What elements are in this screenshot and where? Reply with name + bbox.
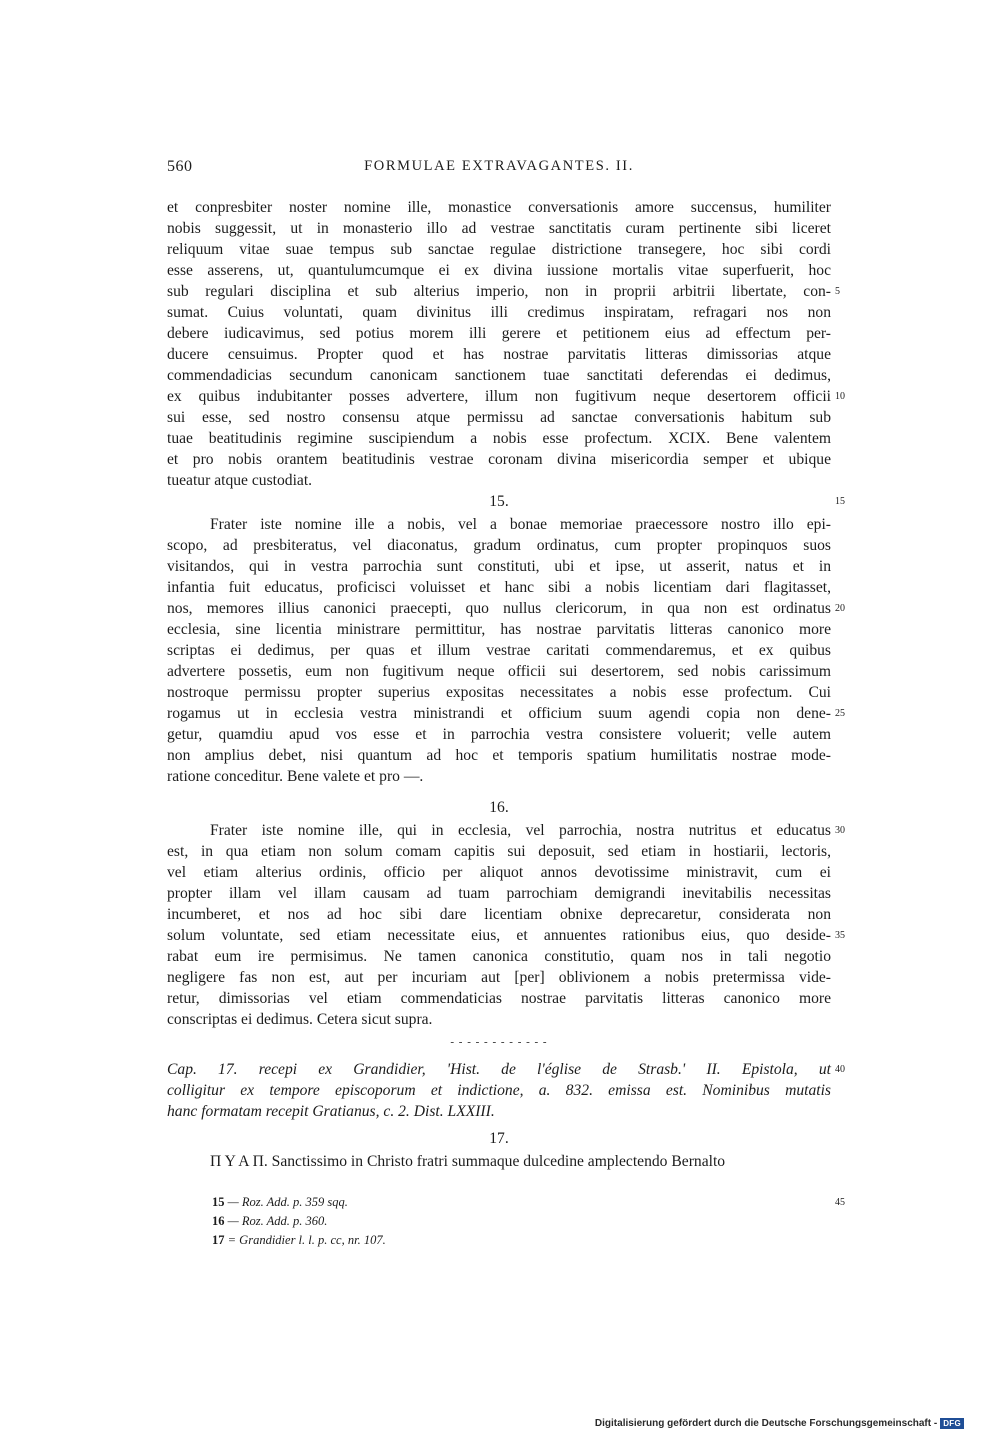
editorial-note <box>167 1059 845 1122</box>
line-number: 15 <box>835 496 845 507</box>
text-line: nos, memores illius canonici praecepti, quo nullus clericorum, in qua non est ordinatus 20 <box>167 600 845 617</box>
note-line: colligitur ex tempore episcoporum et indictione, a. 832. emissa est. Nominibus mutatis <box>167 1082 831 1099</box>
footnote-number: 16 <box>212 1214 225 1228</box>
text-line: sub regulari disciplina et sub alterius imperio, non in proprii arbitrii libertate, con- 5 <box>167 283 840 300</box>
running-title: FORMULAE EXTRAVAGANTES. II. <box>364 158 634 174</box>
credit-text: Digitalisierung gefördert durch die Deutsche Forschungsgemeinschaft - <box>594 1418 938 1429</box>
note-line: hanc formatam recepit Gratianus, c. 2. Dist. LXXIII. <box>167 1103 495 1120</box>
text-line: tuae beatitudinis regimine suscipiendum a nobis esse profectum. XCIX. Bene valentem <box>167 430 831 447</box>
line-number: 35 <box>835 930 845 941</box>
text-line: visitandos, qui in vestra parrochia sunt constituti, ubi et ipse, ut asserit, natus et in <box>167 558 831 575</box>
text-line: nostroque permissu propter superius expositas necessitates a nobis esse profectum. Cui <box>167 684 831 701</box>
line-number: 30 <box>835 825 845 836</box>
footnote-reference: = Grandidier l. l. p. cc, nr. 107. <box>227 1233 386 1247</box>
section-15 <box>167 490 845 787</box>
text-line: propter illam vel illam causam ad tuam parrochiam demigrandi inevitabilis necessitas <box>167 885 831 902</box>
section-17 <box>167 1127 831 1172</box>
page-number: 560 <box>167 158 193 175</box>
text-line: commendadicias secundum canonicam sanctionem tuae sanctitati deferendas ei dedimus, <box>167 367 831 384</box>
footnotes <box>212 1193 845 1250</box>
footnote-reference: — Roz. Add. p. 360. <box>227 1214 328 1228</box>
text-line: tueatur atque custodiat. <box>167 472 313 489</box>
line-number: 5 <box>835 286 840 297</box>
text-line: getur, quamdiu apud vos esse et in parrochia vestra consistere voluerit; velle autem <box>167 726 831 743</box>
text-line: conscriptas ei dedimus. Cetera sicut supra. <box>167 1011 433 1028</box>
digitization-credit <box>595 1418 964 1429</box>
footnote <box>212 1212 832 1231</box>
dfg-logo-icon: DFG <box>940 1418 964 1429</box>
text-line: debere iudicavimus, sed potius morem illi gerere et petitionem eius ad effectum per- <box>167 325 831 342</box>
text-line: ecclesia, sine licentia ministrare permittitur, has nostrae parvitatis litteras canonico more <box>167 621 831 638</box>
text-line: ex quibus indubitanter posses advertere, illum non fugitivum neque desertorem officii 10 <box>167 388 845 405</box>
text-line: nobis suggessit, ut in monasterio illo ad vestrae sanctitatis curam pertinente sibi liceret <box>167 220 831 237</box>
line-number: 10 <box>835 391 845 402</box>
text-line: negligere fas non est, aut per incuriam aut [per] oblivionem a nobis pretermissa vide- <box>167 969 831 986</box>
text-line: ratione conceditur. Bene valete et pro —. <box>167 768 424 785</box>
text-line: rabat eum ire permisimus. Ne tamen canonica constitutio, quam nos in tali negotio <box>167 948 831 965</box>
line-number: 20 <box>835 603 845 614</box>
section-heading: 16. <box>489 799 509 816</box>
section-16 <box>167 796 845 1030</box>
text-line: vel etiam alterius ordinis, officio per aliquot annos devotissime ministravit, cum ei <box>167 864 831 881</box>
text-line: esse asserens, ut, quantulumcumque ei ex divina iussione mortalis vitae superfuerit, hoc <box>167 262 831 279</box>
text-line: ducere censuimus. Propter quod et has nostrae parvitatis litteras dimissorias atque <box>167 346 831 363</box>
text-line: advertere possetis, eum non fugitivum neque officii sui desertorem, sed nobis carissimum <box>167 663 831 680</box>
text-line: rogamus ut in ecclesia vestra ministrandi et officium suum agendi copia non dene- 25 <box>167 705 845 722</box>
footnote-number: 17 <box>212 1233 225 1247</box>
text-block-continuation <box>167 197 845 491</box>
text-line: infantia fuit educatus, proficisci voluisset et hanc sibi a nobis licentiam dari flagitasset, <box>167 579 831 596</box>
text-line: incumberet, et nos ad hoc sibi dare licentiam obnixe deprecaretur, considerata non <box>167 906 831 923</box>
text-line: retur, dimissorias vel etiam commendaticias nostrae parvitatis litteras canonico more <box>167 990 831 1007</box>
text-line: Π Υ Α Π. Sanctissimo in Christo fratri summaque dulcedine amplectendo Bernalto <box>210 1153 726 1170</box>
note-line: Cap. 17. recepi ex Grandidier, 'Hist. de l'église de Strasb.' II. Epistola, ut 40 <box>167 1061 845 1078</box>
text-line: sumat. Cuius voluntati, quam divinitus illi credimus inspiratam, refragari nos non <box>167 304 831 321</box>
line-number: 25 <box>835 708 845 719</box>
text-line: solum voluntate, sed etiam necessitate eius, et annuentes rationibus eius, quo deside- 35 <box>167 927 845 944</box>
footnote <box>212 1193 845 1212</box>
separator: - - - - - - - - - - - - <box>450 1036 548 1048</box>
text-line: scopo, ad presbiteratus, vel diaconatus, gradum ordinatus, cum propter propinquos suos <box>167 537 831 554</box>
text-line: et conpresbiter noster nomine ille, monastice conversationis amore succensus, humiliter <box>167 199 831 216</box>
text-line: est, in qua etiam non solum comam capitis sui deposuit, sed etiam in hostiarii, lectoris, <box>167 843 831 860</box>
text-line: reliquum vitae suae tempus sub sanctae regulae districtione transegere, hoc sibi cordi <box>167 241 831 258</box>
line-number: 40 <box>835 1064 845 1075</box>
footnote-number: 15 <box>212 1195 225 1209</box>
section-heading: 15. 15 <box>167 490 831 514</box>
text-line: scriptas ei dedimus, per quas et illum vestrae caritati commendaremus, et ex quibus <box>167 642 831 659</box>
footnote <box>212 1231 832 1250</box>
footnote-reference: — Roz. Add. p. 359 sqq. <box>227 1195 348 1209</box>
section-heading: 17. <box>489 1130 509 1147</box>
text-line: Frater iste nomine ille a nobis, vel a bonae memoriae praecessore nostro illo epi- <box>210 516 831 533</box>
line-number: 45 <box>835 1197 845 1208</box>
text-line: non amplius debet, nisi quantum ad hoc et temporis spatium humilitatis nostrae mode- <box>167 747 831 764</box>
text-line: Frater iste nomine ille, qui in ecclesia, vel parrochia, nostra nutritus et educatus 30 <box>210 822 845 839</box>
text-line: sui esse, sed nostro consensu atque permissu ad sanctae conversationis habitum sub <box>167 409 831 426</box>
page-header <box>167 158 831 182</box>
separator-block <box>167 1031 831 1053</box>
text-line: et pro nobis orantem beatitudinis vestrae coronam divina misericordia semper et ubique <box>167 451 831 468</box>
